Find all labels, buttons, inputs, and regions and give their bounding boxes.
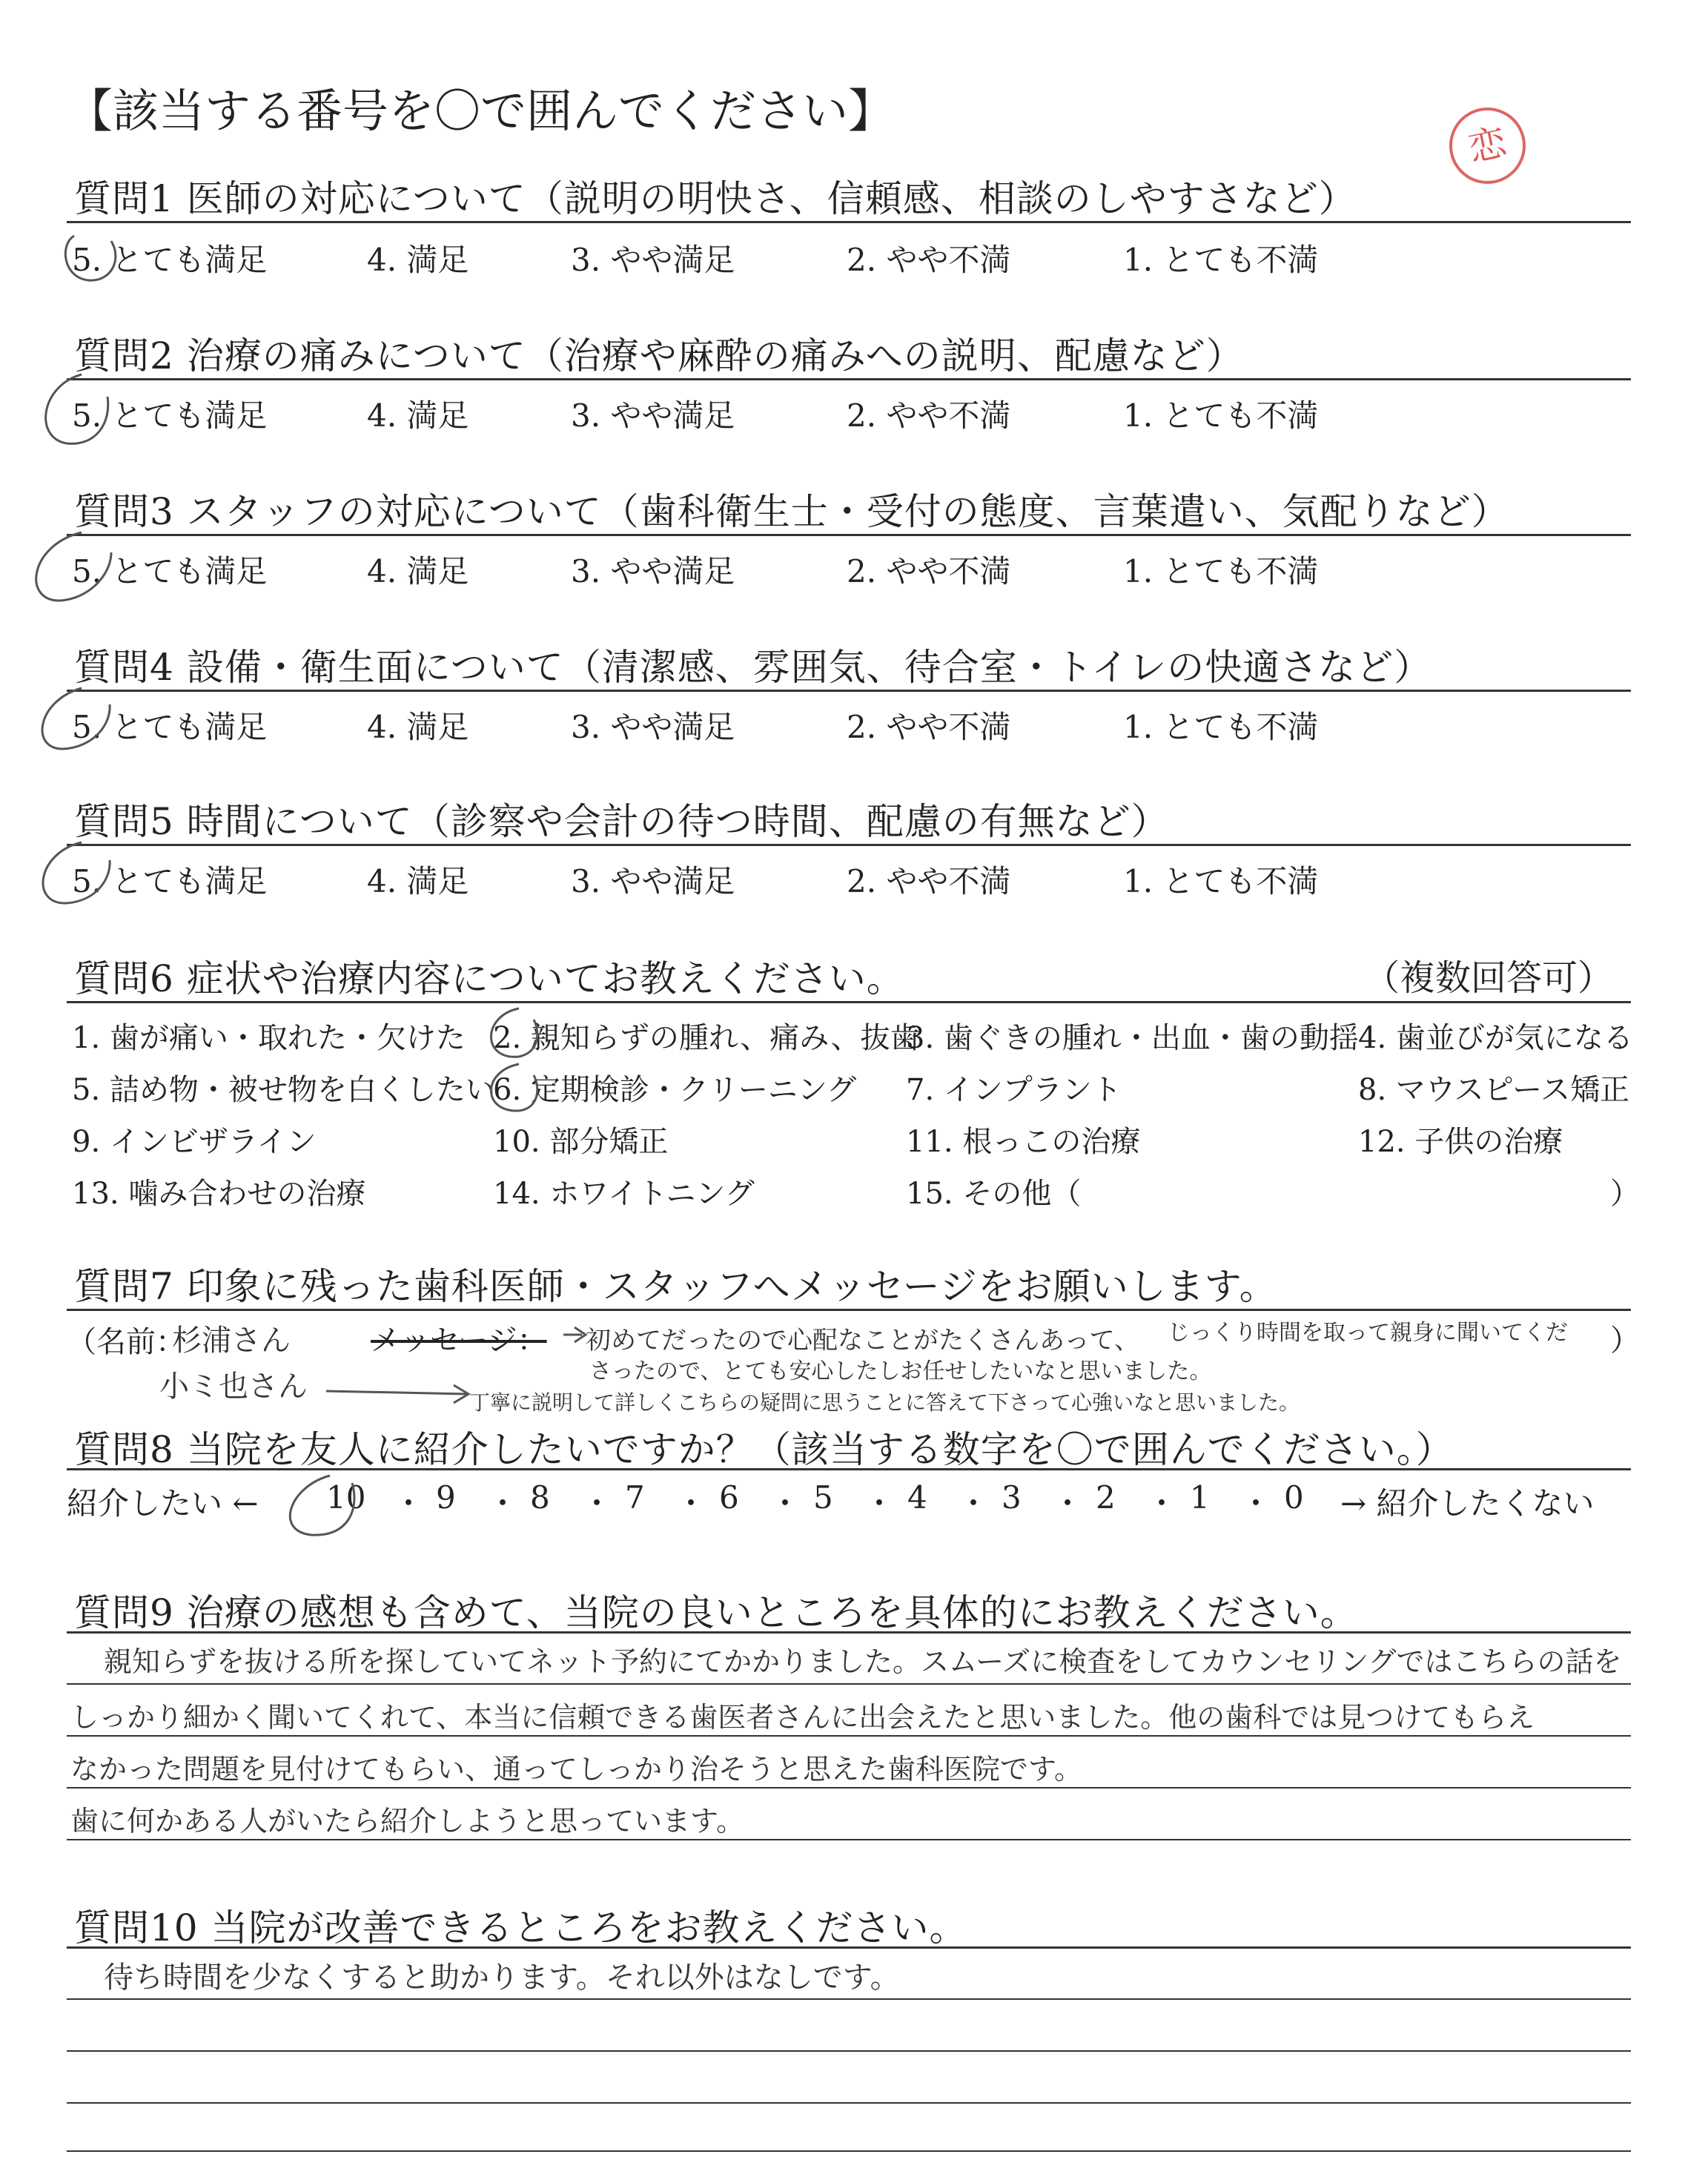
q1-option-1[interactable]: 1. とても不満 (1123, 242, 1319, 278)
q8-left-label: 紹介したい ← (67, 1485, 259, 1522)
q6-selection-circle-2 (491, 1008, 537, 1057)
q1-option-3[interactable]: 3. やや満足 (571, 242, 735, 278)
q8-scale-1[interactable]: 1 (1190, 1479, 1210, 1516)
question-4-label: 質問4 設備・衛生面について（清潔感、雰囲気、待合室・トイレの快適さなど） (74, 646, 1432, 689)
question-2-label: 質問2 治療の痛みについて（治療や麻酔の痛みへの説明、配慮など） (74, 334, 1244, 377)
q6-option-14[interactable]: 14. ホワイトニング (493, 1177, 755, 1211)
q8-scale-6[interactable]: 6 (719, 1479, 739, 1516)
q4-selection-circle (42, 688, 110, 749)
q5-option-4[interactable]: 4. 満足 (367, 863, 469, 899)
q8-scale-2[interactable]: 2 (1096, 1479, 1116, 1516)
q9-answer-line-4: 歯に何かある人がいたら紹介しようと思っています。 (70, 1805, 744, 1837)
q6-option-2[interactable]: 2. 親知らずの腫れ、痛み、抜歯 (493, 1021, 920, 1055)
q3-option-3[interactable]: 3. やや満足 (571, 553, 735, 589)
q1-option-5[interactable]: 5. とても満足 (72, 242, 268, 278)
q7-name-prefix: （名前： (67, 1325, 185, 1359)
q7-message-label: メッセージ： (371, 1324, 547, 1358)
q6-option-9[interactable]: 9. インビザライン (72, 1125, 317, 1159)
q9-answer-line-1: 親知らずを抜ける所を探していてネット予約にてかかりました。スムーズに検査をしてカウンセリングではこちらの話を (104, 1645, 1622, 1678)
q6-option-12[interactable]: 12. 子供の治療 (1358, 1125, 1563, 1159)
question-5-label: 質問5 時間について（診察や会計の待つ時間、配慮の有無など） (74, 800, 1169, 843)
q8-scale-8[interactable]: 8 (530, 1479, 550, 1516)
q8-scale-0[interactable]: 0 (1284, 1479, 1304, 1516)
q6-option-10[interactable]: 10. 部分矯正 (493, 1125, 669, 1159)
q9-answer-line-2: しっかり細かく聞いてくれて、本当に信頼できる歯医者さんに出会えたと思いました。他の歯科では見つけてもらえ (70, 1701, 1535, 1734)
q7-message-1-line-2: さったので、とても安心したしお任せしたいなと思いました。 (589, 1358, 1212, 1384)
q3-option-2[interactable]: 2. やや不満 (847, 553, 1011, 589)
q4-option-4[interactable]: 4. 満足 (367, 709, 469, 745)
q6-option-3[interactable]: 3. 歯ぐきの腫れ・出血・歯の動揺 (906, 1021, 1359, 1055)
question-7-label: 質問7 印象に残った歯科医師・スタッフへメッセージをお願いします。 (74, 1265, 1277, 1308)
q3-option-4[interactable]: 4. 満足 (367, 553, 469, 589)
q6-other-close: ） (1610, 1177, 1640, 1211)
q2-selection-circle (46, 374, 108, 443)
q7-message-1-line-1b: じっくり時間を取って親身に聞いてくだ (1168, 1320, 1568, 1346)
q2-option-1[interactable]: 1. とても不満 (1123, 397, 1319, 434)
q6-option-5[interactable]: 5. 詰め物・被せ物を白くしたい (72, 1073, 495, 1107)
q5-option-5[interactable]: 5. とても満足 (72, 863, 268, 899)
q5-selection-circle (43, 842, 110, 903)
q10-answer-line-1: 待ち時間を少なくすると助かります。それ以外はなしです。 (104, 1961, 900, 1995)
question-9-label: 質問9 治療の感想も含めて、当院の良いところを具体的にお教えください。 (74, 1591, 1358, 1634)
q6-option-11[interactable]: 11. 根っこの治療 (906, 1125, 1141, 1159)
q1-option-4[interactable]: 4. 満足 (367, 242, 469, 278)
q5-option-2[interactable]: 2. やや不満 (847, 863, 1011, 899)
q2-option-4[interactable]: 4. 満足 (367, 397, 469, 434)
q8-scale-5[interactable]: 5 (813, 1479, 833, 1516)
q6-option-8[interactable]: 8. マウスピース矯正 (1358, 1073, 1630, 1107)
q6-option-7[interactable]: 7. インプラント (906, 1073, 1122, 1107)
q4-option-2[interactable]: 2. やや不満 (847, 709, 1011, 745)
q8-scale-10[interactable]: 10 (326, 1479, 366, 1516)
question-10-label: 質問10 当院が改善できるところをお教えください。 (74, 1906, 967, 1949)
q8-right-label: → 紹介したくない (1340, 1485, 1595, 1522)
q8-scale-4[interactable]: 4 (907, 1479, 927, 1516)
q2-option-3[interactable]: 3. やや満足 (571, 397, 735, 434)
q4-option-1[interactable]: 1. とても不満 (1123, 709, 1319, 745)
q7-message-2: 丁寧に説明して詳しくこちらの疑問に思うことに答えて下さって心強いなと思いました。 (469, 1390, 1300, 1415)
q3-option-5[interactable]: 5. とても満足 (72, 553, 268, 589)
question-1-label: 質問1 医師の対応について（説明の明快さ、信頼感、相談のしやすさなど） (74, 177, 1357, 220)
q7-name-1: 杉浦さん (172, 1324, 291, 1358)
question-3-label: 質問3 スタッフの対応について（歯科衛生士・受付の態度、言葉遣い、気配りなど） (74, 490, 1509, 533)
q2-option-5[interactable]: 5. とても満足 (72, 397, 268, 434)
q6-selection-circle-6 (491, 1064, 537, 1111)
q7-arrow-1 (563, 1327, 586, 1342)
question-8-label: 質問8 当院を友人に紹介したいですか？（該当する数字を〇で囲んでください。） (74, 1428, 1454, 1471)
page-instruction: 【該当する番号を〇で囲んでください】 (67, 84, 895, 138)
q6-option-4[interactable]: 4. 歯並びが気になる (1358, 1021, 1633, 1055)
q3-selection-circle (36, 532, 111, 601)
hanko-seal: 恋 (1442, 100, 1532, 191)
q8-selection-circle (290, 1476, 354, 1535)
q8-scale-9[interactable]: 9 (436, 1479, 456, 1516)
q6-option-15[interactable]: 15. その他（ (906, 1177, 1082, 1211)
q6-option-6[interactable]: 6. 定期検診・クリーニング (493, 1073, 857, 1107)
q6-option-1[interactable]: 1. 歯が痛い・取れた・欠けた (72, 1021, 466, 1055)
q7-close-paren: ） (1610, 1324, 1640, 1358)
q7-name-2: 小ミ也さん (159, 1370, 308, 1404)
q6-multiple-note: （複数回答可） (1364, 957, 1614, 999)
q5-option-1[interactable]: 1. とても不満 (1123, 863, 1319, 899)
q6-option-13[interactable]: 13. 噛み合わせの治療 (72, 1177, 366, 1211)
q7-message-1-line-1: 初めてだったので心配なことがたくさんあって、 (586, 1326, 1139, 1355)
q2-option-2[interactable]: 2. やや不満 (847, 397, 1011, 434)
q7-arrow-2 (326, 1385, 469, 1403)
q1-option-2[interactable]: 2. やや不満 (847, 242, 1011, 278)
question-6-label: 質問6 症状や治療内容についてお教えください。 (74, 957, 904, 1000)
q4-option-3[interactable]: 3. やや満足 (571, 709, 735, 745)
q9-answer-line-3: なかった問題を見付けてもらい、通ってしっかり治そうと思えた歯科医院です。 (70, 1753, 1082, 1786)
q1-selection-circle (65, 236, 116, 280)
q4-option-5[interactable]: 5. とても満足 (72, 709, 268, 745)
q8-scale-3[interactable]: 3 (1002, 1479, 1022, 1516)
q8-scale-7[interactable]: 7 (625, 1479, 645, 1516)
q3-option-1[interactable]: 1. とても不満 (1123, 553, 1319, 589)
q5-option-3[interactable]: 3. やや満足 (571, 863, 735, 899)
